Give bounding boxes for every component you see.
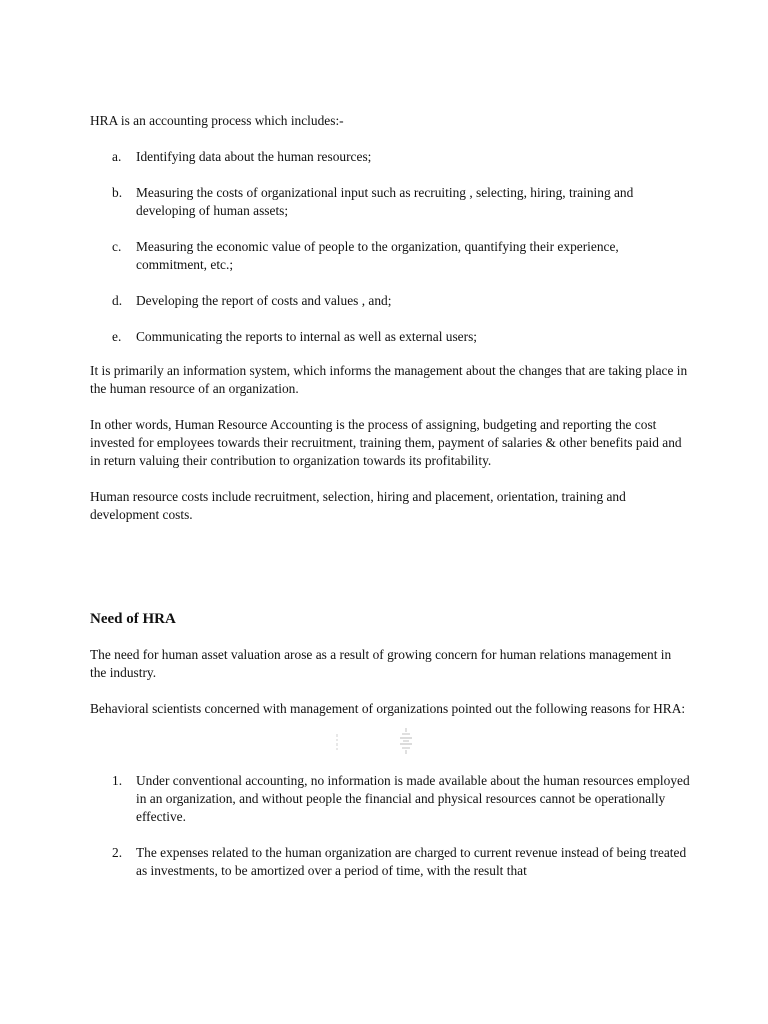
intro-text: HRA is an accounting process which includes:- [90, 113, 344, 128]
list-item [90, 184, 690, 220]
list-marker: b. [112, 185, 123, 200]
faint-ornament [90, 728, 690, 762]
faint-divider-icon [398, 728, 414, 754]
list-item-text: Under conventional accounting, no information is made available about the human resources employed in an organization, and without people the financial and physical resources cannot be operationally effective. [136, 773, 690, 824]
list-item [90, 292, 690, 310]
list-marker: a. [112, 149, 122, 164]
list-item-text: Measuring the costs of organizational input such as recruiting , selecting, hiring, training and developing of human assets; [136, 185, 634, 218]
list-item-text: Measuring the economic value of people to the organization, quantifying their experience, commitment, etc.; [136, 239, 619, 272]
reasons-list [90, 772, 690, 880]
document-page [90, 112, 690, 898]
list-item [90, 772, 690, 826]
list-item [90, 328, 690, 346]
list-item-text: Communicating the reports to internal as well as external users; [136, 329, 477, 344]
process-list [90, 148, 690, 346]
list-item-text: Developing the report of costs and values , and; [136, 293, 392, 308]
paragraph-need: The need for human asset valuation arose as a result of growing concern for human relations management in the industry. [90, 647, 672, 680]
list-item [90, 238, 690, 274]
list-item-text: The expenses related to the human organization are charged to current revenue instead of being treated as investments, to be amortized over a period of time, with the result that [136, 845, 687, 878]
list-item [90, 844, 690, 880]
list-marker: e. [112, 329, 122, 344]
section-gap [90, 542, 690, 596]
list-item [90, 148, 690, 166]
list-marker: 1. [112, 773, 123, 788]
list-item-text: Identifying data about the human resources; [136, 149, 372, 164]
list-marker: 2. [112, 845, 123, 860]
paragraph-reasons-intro: Behavioral scientists concerned with management of organizations pointed out the following reasons for HRA: [90, 701, 686, 716]
paragraph-definition: In other words, Human Resource Accounting is the process of assigning, budgeting and reporting the cost invested for employees towards their recruitment, training them, payment of salaries & other benefits paid and in return valuing their contribution to organization towards its profitability. [90, 417, 682, 468]
paragraph-costs: Human resource costs include recruitment, selection, hiring and placement, orientation, training and development costs. [90, 489, 626, 522]
paragraph-information-system: It is primarily an information system, which informs the management about the changes that are taking place in the human resource of an organization. [90, 363, 688, 396]
section-heading: Need of HRA [90, 611, 176, 627]
list-marker: d. [112, 293, 123, 308]
faint-mark-icon [334, 734, 340, 752]
list-marker: c. [112, 239, 122, 254]
